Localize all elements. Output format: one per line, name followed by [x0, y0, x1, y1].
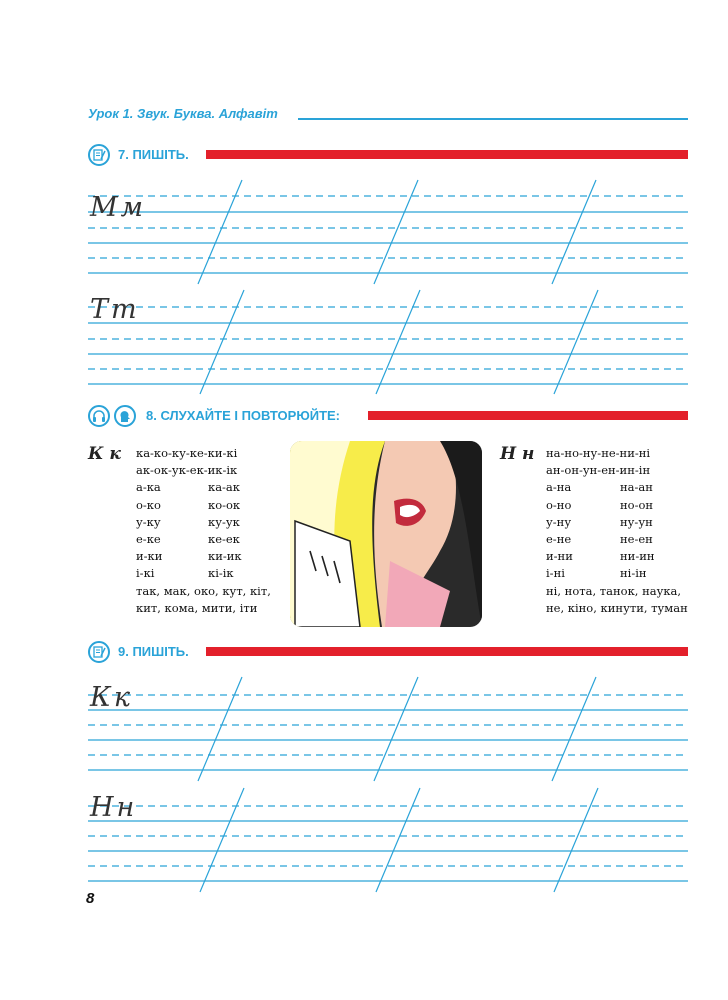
n-pair-4b: не-ен	[620, 531, 653, 546]
n-pair-3a: у-ну	[546, 514, 572, 529]
task7-letters-t: Тт	[90, 294, 140, 325]
k-pair-5b: ки-ик	[208, 549, 242, 564]
n-words-1: ні, нота, танок, наука,	[546, 583, 682, 598]
task9-letters-n: Нн	[90, 792, 138, 823]
task8-label: 8. СЛУХАЙТЕ І ПОВТОРЮЙТЕ:	[146, 408, 341, 423]
letter-k: К к	[88, 444, 121, 464]
k-pair-6a: і-кі	[136, 566, 155, 581]
task9-label: 9. ПИШІТЬ.	[118, 644, 189, 659]
n-pair-2b: но-он	[620, 497, 654, 512]
k-row-2: ак-ок-ук-ек-ик-ік	[136, 463, 238, 478]
n-pair-6a: і-ні	[546, 566, 565, 581]
k-pair-1b: ка-ак	[208, 480, 240, 495]
k-words-2: кит, кома, мити, іти	[136, 600, 258, 615]
n-pair-1b: на-ан	[620, 480, 653, 495]
k-pair-6b: кі-ік	[208, 566, 234, 581]
k-pair-1a: а-ка	[136, 480, 161, 495]
k-row-1: ка-ко-ку-ке-ки-кі	[136, 446, 238, 460]
n-pair-4a: е-не	[546, 531, 572, 546]
n-pair-2a: о-но	[546, 497, 572, 512]
k-pair-3a: у-ку	[136, 514, 161, 529]
task7-label: 7. ПИШІТЬ.	[118, 147, 189, 162]
lesson-title: Урок 1. Звук. Буква. Алфавіт	[88, 106, 278, 121]
task9-letters-k: Кк	[90, 682, 134, 713]
k-pair-2b: ко-ок	[208, 497, 241, 512]
n-pair-5a: и-ни	[546, 549, 573, 564]
page-number: 8	[86, 890, 95, 907]
letter-n: Н н	[500, 444, 535, 464]
n-pair-5b: ни-ин	[620, 549, 655, 564]
n-row-2: ан-он-ун-ен-ин-ін	[546, 463, 651, 478]
k-pair-2a: о-ко	[136, 497, 161, 512]
task7-letters-m: Мм	[90, 192, 147, 223]
k-pair-5a: и-ки	[136, 549, 163, 564]
k-words-1: так, мак, око, кут, кіт,	[136, 583, 271, 598]
n-pair-1a: а-на	[546, 480, 572, 495]
k-pair-4a: е-ке	[136, 531, 161, 546]
n-row-1: на-но-ну-не-ни-ні	[546, 446, 651, 460]
n-pair-3b: ну-ун	[620, 514, 653, 529]
n-words-2: не, кіно, кинути, туман	[546, 600, 688, 615]
k-pair-3b: ку-ук	[208, 514, 240, 529]
n-pair-6b: ні-ін	[620, 566, 647, 581]
k-pair-4b: ке-ек	[208, 531, 240, 546]
